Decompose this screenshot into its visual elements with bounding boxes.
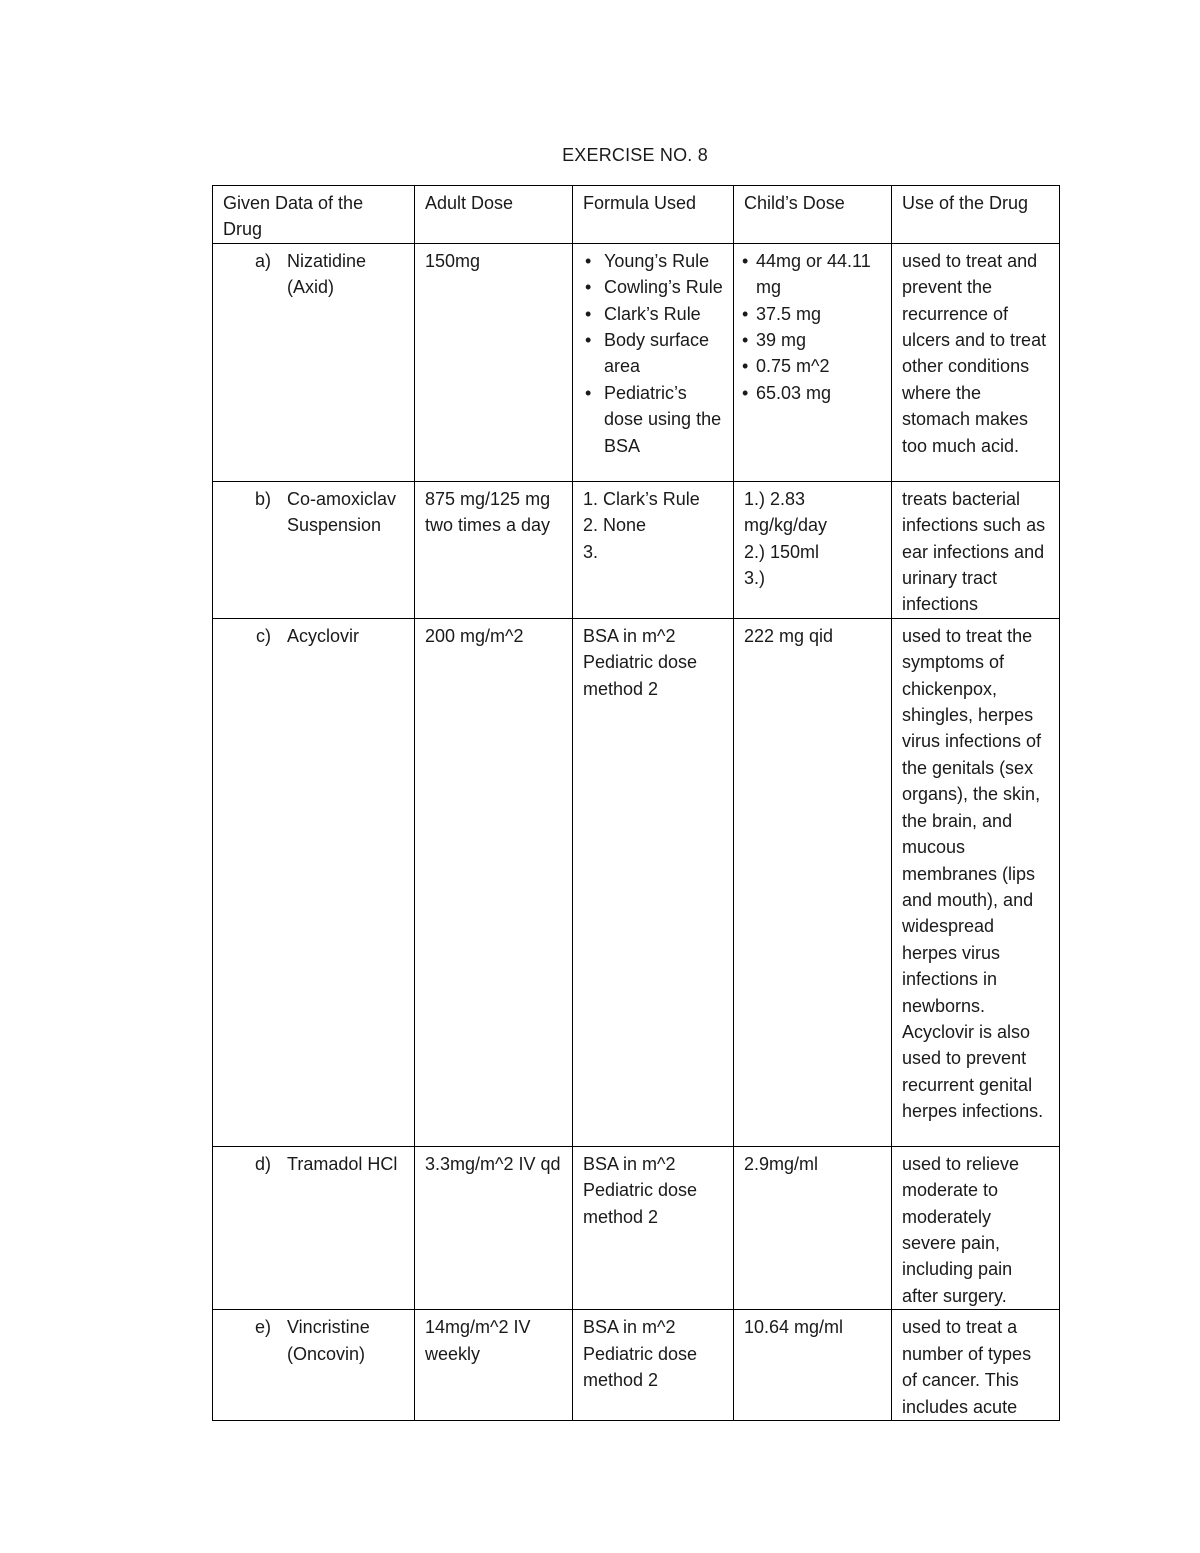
drug-cell	[213, 1310, 415, 1421]
formula-item: 3.	[583, 541, 599, 562]
adult-dose-cell: 200 mg/m^2	[415, 618, 573, 1146]
drug-name: Nizatidine (Axid)	[287, 250, 367, 298]
drug-letter: e)	[254, 1317, 271, 1338]
drug-name: Tramadol HCl	[287, 1153, 398, 1174]
child-dose-cell: 2.9mg/ml	[734, 1146, 892, 1309]
adult-dose-cell: 150mg	[415, 243, 573, 481]
child-dose-item: • 65.03 mg	[744, 380, 881, 406]
use-cell: used to relieve moderate to moderately severe pain, including pain after surgery.	[892, 1146, 1060, 1309]
use-cell: used to treat a number of types of cancer. This includes acute	[892, 1310, 1060, 1421]
child-dose-cell	[734, 481, 892, 618]
drug-cell	[213, 243, 415, 481]
header-formula-used: Formula Used	[573, 186, 734, 244]
table-row	[213, 1310, 1060, 1421]
table-row	[213, 1146, 1060, 1309]
formula-cell	[573, 618, 734, 1146]
formula-item: Pediatric dose method 2	[583, 652, 698, 699]
drug-letter: c)	[256, 625, 271, 646]
formula-item: Pediatric dose method 2	[583, 1180, 698, 1227]
child-dose-cell: 10.64 mg/ml	[734, 1310, 892, 1421]
formula-cell	[573, 243, 734, 481]
formula-item: • Pediatric’s dose using the BSA	[583, 380, 723, 459]
formula-item: • Clark’s Rule	[583, 301, 723, 327]
header-use-of-drug: Use of the Drug	[892, 186, 1060, 244]
child-dose-item: 2.) 150ml	[744, 541, 820, 562]
child-dose-item: 3.)	[744, 568, 766, 589]
formula-item: 2. None	[583, 515, 647, 536]
table-row	[213, 243, 1060, 481]
header-childs-dose: Child’s Dose	[734, 186, 892, 244]
formula-cell	[573, 1146, 734, 1309]
child-dose-item: 1.) 2.83 mg/kg/day	[744, 488, 828, 536]
formula-cell	[573, 481, 734, 618]
drug-cell	[213, 1146, 415, 1309]
formula-item: BSA in m^2	[583, 625, 676, 646]
header-given-data: Given Data of the Drug	[213, 186, 415, 244]
drug-letter: a)	[254, 250, 271, 271]
adult-dose-cell: 3.3mg/m^2 IV qd	[415, 1146, 573, 1309]
drug-dosage-table	[212, 185, 1060, 1421]
drug-letter: b)	[254, 488, 271, 509]
child-dose-cell: 222 mg qid	[734, 618, 892, 1146]
formula-item: BSA in m^2	[583, 1153, 676, 1174]
header-adult-dose: Adult Dose	[415, 186, 573, 244]
drug-cell	[213, 618, 415, 1146]
formula-item: • Young’s Rule	[583, 248, 723, 274]
child-dose-item: • 0.75 m^2	[744, 353, 881, 379]
child-dose-item: • 37.5 mg	[744, 301, 881, 327]
formula-item: Pediatric dose method 2	[583, 1343, 698, 1391]
formula-cell	[573, 1310, 734, 1421]
child-dose-cell	[734, 243, 892, 481]
drug-letter: d)	[254, 1153, 271, 1174]
drug-cell	[213, 481, 415, 618]
adult-dose-cell: 875 mg/125 mg two times a day	[415, 481, 573, 618]
table-row	[213, 618, 1060, 1146]
formula-item: • Body surface area	[583, 327, 723, 380]
child-dose-item: • 39 mg	[744, 327, 881, 353]
table-row	[213, 481, 1060, 618]
use-cell: used to treat the symptoms of chickenpox, shingles, herpes virus infections of the genitals (sex organs), the skin, the brain, and mucous membranes (lips and mouth), and widespread herpes virus infections in newborns. Acyclovir is also used to prevent recurrent genital herpes infections.	[892, 618, 1060, 1146]
child-dose-item: • 44mg or 44.11 mg	[744, 248, 881, 301]
page-title: EXERCISE NO. 8	[562, 145, 708, 165]
drug-name: Co-amoxiclav Suspension	[287, 488, 397, 536]
formula-item: 1. Clark’s Rule	[583, 488, 700, 509]
use-cell: used to treat and prevent the recurrence of ulcers and to treat other conditions where the stomach makes too much acid.	[892, 243, 1060, 481]
adult-dose-cell: 14mg/m^2 IV weekly	[415, 1310, 573, 1421]
formula-item: • Cowling’s Rule	[583, 274, 723, 300]
table-header-row	[213, 186, 1060, 244]
use-cell: treats bacterial infections such as ear infections and urinary tract infections	[892, 481, 1060, 618]
drug-name: Acyclovir	[287, 625, 360, 646]
drug-name: Vincristine (Oncovin)	[287, 1317, 370, 1364]
formula-item: BSA in m^2	[583, 1317, 676, 1338]
